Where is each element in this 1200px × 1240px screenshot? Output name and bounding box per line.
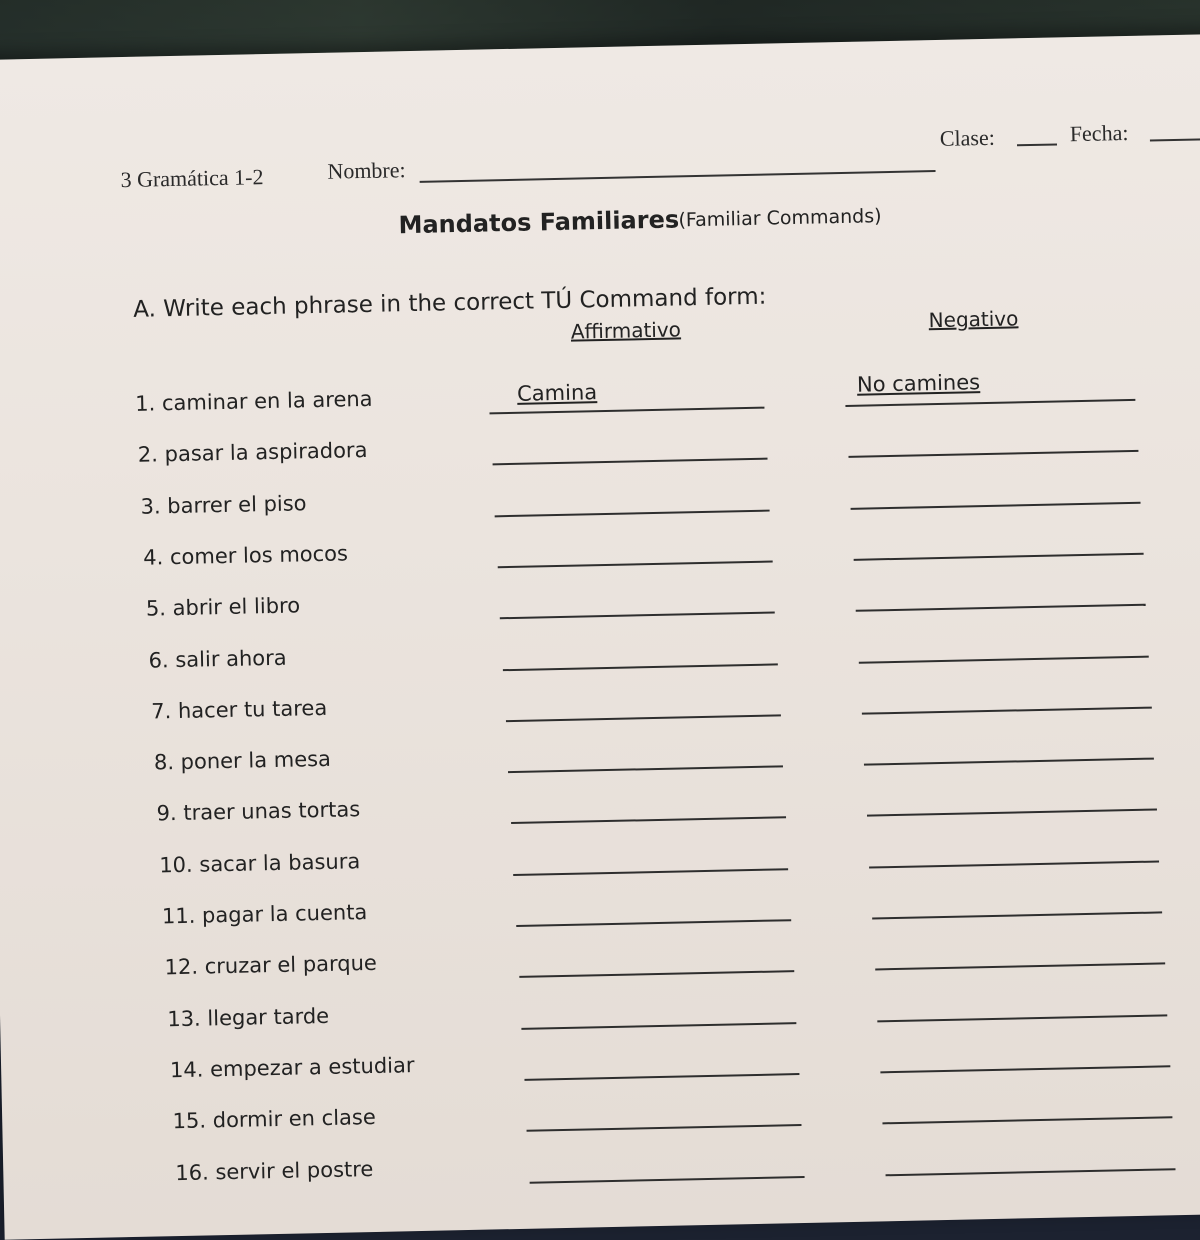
clase-field[interactable] [1017,143,1057,146]
affirmative-answer-blank[interactable] [514,868,789,876]
negative-answer-blank[interactable] [883,1116,1173,1124]
column-header-affirmative: Affirmativo [570,317,682,344]
negative-answer-blank[interactable] [853,553,1143,561]
negative-answer-blank[interactable] [851,501,1141,509]
exercise-item-label: 16. servir el postre [175,1156,374,1185]
negative-answer-blank[interactable] [856,604,1146,612]
affirmative-answer-blank[interactable] [492,458,767,466]
affirmative-answer-blank[interactable] [506,714,781,722]
exercise-item-label: 1. caminar en la arena [134,386,373,416]
worksheet [0,34,1200,1240]
negative-answer-blank[interactable] [877,1014,1167,1022]
exercise-item-label: 3. barrer el piso [140,490,307,519]
exercise-item-label: 6. salir ahora [148,645,287,673]
worksheet-subtitle: (Familiar Commands) [678,205,882,232]
negative-answer-blank[interactable] [867,809,1157,817]
negative-answer-blank[interactable] [875,963,1165,971]
worksheet-title: Mandatos Familiares [398,205,680,240]
affirmative-answer-blank[interactable] [511,817,786,825]
affirmative-answer-blank[interactable] [500,612,775,620]
exercise-item-label: 15. dormir en clase [172,1105,377,1134]
negative-answer-blank[interactable] [886,1168,1176,1176]
affirmative-answer-blank[interactable] [489,407,764,415]
exercise-item-label: 11. pagar la cuenta [161,900,368,929]
affirmative-answer-blank[interactable] [495,509,770,517]
negative-answer-blank[interactable] [880,1065,1170,1073]
negative-answer-blank[interactable] [864,758,1154,766]
exercise-item-label: 2. pasar la aspiradora [137,438,368,468]
exercise-item-label: 8. poner la mesa [153,746,332,775]
negative-answer-blank[interactable] [848,450,1138,458]
affirmative-answer-blank[interactable] [530,1175,805,1183]
fecha-label: Fecha: [1069,119,1129,147]
negative-answer-blank[interactable] [869,860,1159,868]
affirmative-answer: Camina [516,380,598,406]
nombre-field[interactable] [420,170,936,183]
exercise-item-label: 9. traer unas tortas [156,797,361,826]
exercise-item-label: 14. empezar a estudiar [169,1053,415,1083]
negative-answer-blank[interactable] [859,655,1149,663]
negative-answer: No camines [856,370,981,397]
negative-answer-blank[interactable] [872,911,1162,919]
exercise-item-label: 10. sacar la basura [159,848,361,878]
affirmative-answer-blank[interactable] [508,765,783,773]
nombre-label: Nombre: [327,157,406,184]
affirmative-answer-blank[interactable] [522,1022,797,1030]
affirmative-answer-blank[interactable] [498,560,773,568]
instruction-text: A. Write each phrase in the correct TÚ Command form: [132,283,767,323]
gramatica-label: 3 Gramática 1-2 [120,164,264,193]
column-header-negative: Negativo [928,306,1019,333]
exercise-item-label: 4. comer los mocos [143,541,349,570]
affirmative-answer-blank[interactable] [503,663,778,671]
affirmative-answer-blank[interactable] [527,1124,802,1132]
fecha-field[interactable] [1150,138,1200,141]
exercise-item-label: 5. abrir el libro [145,593,301,621]
negative-answer-blank[interactable] [861,706,1151,714]
negative-answer-blank[interactable] [845,399,1135,407]
clase-label: Clase: [939,124,996,151]
affirmative-answer-blank[interactable] [524,1073,799,1081]
exercise-item-label: 12. cruzar el parque [164,951,378,980]
affirmative-answer-blank[interactable] [519,970,794,978]
exercise-item-label: 7. hacer tu tarea [151,695,328,724]
exercise-item-label: 13. llegar tarde [167,1003,330,1031]
affirmative-answer-blank[interactable] [516,919,791,927]
